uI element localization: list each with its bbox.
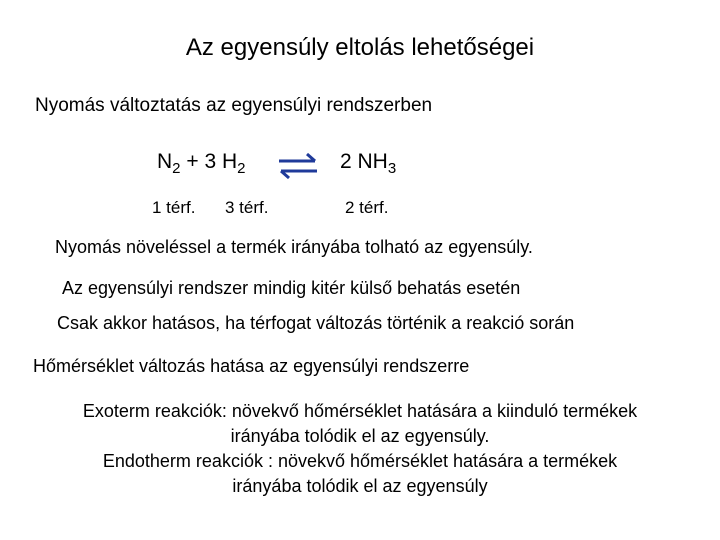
equation-product <box>340 150 396 177</box>
volume-product: 2 térf. <box>345 198 389 217</box>
reactant-n: N <box>157 150 173 173</box>
pressure-line-2: Az egyensúlyi rendszer mindig kitér külső behatás esetén <box>62 278 521 298</box>
endotherm-line-2: irányába tolódik el az egyensúly <box>232 476 488 496</box>
reactant-h-subscript: 2 <box>237 160 246 177</box>
equilibrium-arrows-icon <box>275 150 321 182</box>
pressure-subtitle: Nyomás változtatás az egyensúlyi rendszerben <box>35 95 433 116</box>
product-nh-subscript: 3 <box>387 160 397 177</box>
exotherm-line-1: Exoterm reakciók: növekvő hőmérséklet hatására a kiinduló termékek <box>82 401 638 421</box>
equation-reactants <box>157 150 245 177</box>
product-nh: 2 NH <box>340 150 388 173</box>
volume-reactant-1: 1 térf. <box>152 198 196 217</box>
slide-title: Az egyensúly eltolás lehetőségei <box>185 34 535 61</box>
pressure-line-1: Nyomás növeléssel a termék irányába tolható az egyensúly. <box>55 237 533 257</box>
endotherm-line-1: Endotherm reakciók : növekvő hőmérséklet hatására a termékek <box>102 451 618 471</box>
pressure-line-3: Csak akkor hatásos, ha térfogat változás történik a reakció során <box>57 313 575 333</box>
temperature-subtitle: Hőmérséklet változás hatása az egyensúlyi rendszerre <box>33 356 470 376</box>
volume-reactant-2: 3 térf. <box>225 198 269 217</box>
exotherm-line-2: irányába tolódik el az egyensúly. <box>230 426 490 446</box>
reactant-n-subscript: 2 <box>172 160 181 177</box>
reactant-h: + 3 H <box>186 150 238 173</box>
